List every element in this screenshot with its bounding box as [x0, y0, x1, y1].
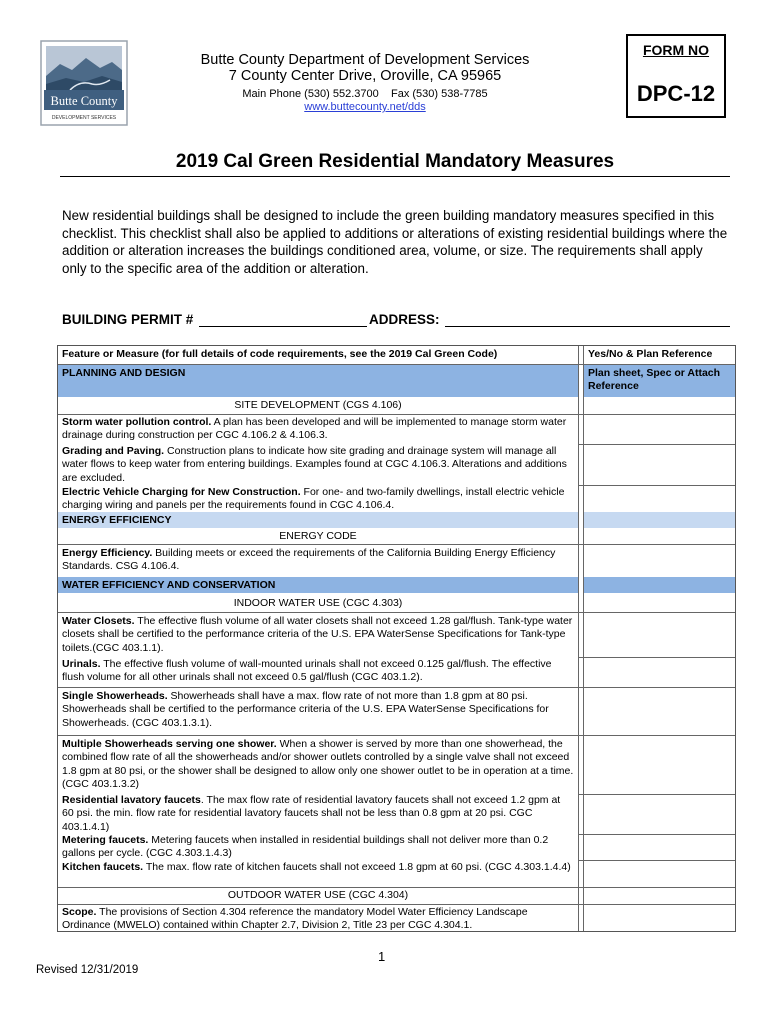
measure-ev-charging — [58, 484, 578, 512]
department-name: Butte County Department of Development Services — [200, 52, 530, 68]
response-scope[interactable] — [584, 904, 735, 932]
section-planning-design: PLANNING AND DESIGN — [58, 365, 578, 397]
plan-reference-note: Plan sheet, Spec or Attach Reference — [584, 365, 735, 397]
section-energy-efficiency-reference — [584, 512, 735, 528]
measure-title: Urinals. — [62, 658, 101, 670]
measure-text: Showerheads shall have a max. flow rate of not more than 1.8 gpm at 80 psi. Showerheads shall be certified to the performance criteria of the U.S. EPA WaterSense Specifications for Showerheads. (CGC 403.1.3.1). — [62, 690, 549, 729]
measure-scope — [58, 904, 578, 932]
measure-water-closets — [58, 613, 578, 657]
response-grading-paving[interactable] — [584, 444, 735, 486]
measure-kitchen-faucets — [58, 859, 578, 887]
measure-title: Water Closets. — [62, 615, 135, 627]
measure-urinals — [58, 656, 578, 686]
measure-title: Residential lavatory faucets — [62, 794, 201, 806]
measure-grading-paving — [58, 443, 578, 485]
intro-paragraph: New residential buildings shall be designed to include the green building mandatory measures specified in this checklist. This checklist shall also be applied to additions or alterations of existing residential buildings where the addition or alteration increases the buildings conditioned area, volume, or size. The requirements shall apply only to the specific area of the addition or alteration. — [62, 208, 728, 276]
column-header-reference: Yes/No & Plan Reference — [588, 348, 713, 360]
address-label: ADDRESS: — [369, 312, 440, 327]
measure-lavatory-faucets — [58, 792, 578, 834]
page-title: 2019 Cal Green Residential Mandatory Measures — [175, 151, 615, 172]
form-number-box — [626, 34, 726, 118]
logo-name: Butte County — [50, 94, 118, 108]
measures-table — [57, 345, 736, 932]
title-divider — [60, 176, 730, 177]
measure-storm-water — [58, 414, 578, 444]
butte-county-logo — [40, 40, 128, 126]
measure-text: . The max flow rate of residential lavatory faucets shall not exceed 1.2 gpm at 60 psi. the min. flow rate for residential lavatory faucets shall not be less than 0.8 gpm at 20 psi. CGC 403.1.4.1) — [62, 794, 561, 833]
measure-title: Storm water pollution control. — [62, 416, 212, 428]
measure-energy-efficiency — [58, 545, 578, 575]
department-address: 7 County Center Drive, Oroville, CA 95965 — [228, 68, 502, 84]
address-field[interactable] — [445, 326, 730, 327]
measure-text: The effective flush volume of all water closets shall not exceed 1.28 gal/flush. Tank-type water closets shall be certified to the performance criteria of the U.S. EPA WaterSense Specifications for Tank-type toilets.(CGC 403.1.1). — [62, 615, 573, 654]
subsection-outdoor-water-use: OUTDOOR WATER USE (CGC 4.304) — [227, 889, 409, 901]
measure-text: The max. flow rate of kitchen faucets shall not exceed 1.8 gpm at 60 psi. (CGC 4.303.1.4.4) — [143, 861, 571, 873]
measure-single-showerheads — [58, 688, 578, 734]
measure-metering-faucets — [58, 832, 578, 860]
logo-graphic — [40, 40, 128, 126]
logo-subtitle: DEVELOPMENT SERVICES — [51, 115, 117, 121]
form-code: DPC-12 — [636, 81, 716, 106]
measure-text: The effective flush volume of wall-mounted urinals shall not exceed 0.125 gal/flush. The effective flush volume for all other urinals shall not exceed 0.5 gal/flush (CGC 403.1.2). — [62, 658, 552, 684]
measure-title: Single Showerheads. — [62, 690, 168, 702]
form-number-label: FORM NO — [642, 42, 710, 58]
response-kitchen-faucets[interactable] — [584, 860, 735, 887]
measure-text: Building meets or exceed the requirements of the California Building Energy Efficiency Standards. CSG 4.106.4. — [62, 547, 556, 573]
response-storm-water[interactable] — [584, 414, 735, 444]
measure-title: Scope. — [62, 906, 97, 918]
response-single-showerheads[interactable] — [584, 688, 735, 734]
response-metering-faucets[interactable] — [584, 834, 735, 860]
response-multiple-showerheads[interactable] — [584, 736, 735, 794]
response-energy-efficiency[interactable] — [584, 545, 735, 575]
measure-title: Multiple Showerheads serving one shower. — [62, 738, 277, 750]
building-permit-label: BUILDING PERMIT # — [62, 312, 194, 327]
measure-text: Construction plans to indicate how site grading and drainage system will manage all water flows to keep water from entering buildings. Examples found at CGC 4.106.3. Alterations and additions are excluded. — [62, 445, 567, 484]
section-water-efficiency: WATER EFFICIENCY AND CONSERVATION — [58, 577, 578, 593]
subsection-site-development: SITE DEVELOPMENT (CGS 4.106) — [58, 397, 578, 414]
measure-title: Grading and Paving. — [62, 445, 165, 457]
subsection-indoor-water-use: INDOOR WATER USE (CGC 4.303) — [233, 597, 403, 609]
response-urinals[interactable] — [584, 657, 735, 687]
section-energy-efficiency: ENERGY EFFICIENCY — [58, 512, 578, 528]
measure-text: The provisions of Section 4.304 reference the mandatory Model Water Efficiency Landscape Ordinance (MWELO) contained within Chapter 2.7, Division 2, Title 23 per CGC 4.304.1. — [62, 906, 528, 932]
measure-title: Kitchen faucets. — [62, 861, 144, 873]
website-link[interactable]: www.buttecounty.net/dds — [304, 101, 426, 113]
measure-text: When a shower is served by more than one showerhead, the combined flow rate of all the showerheads and/or shower outlets controlled by a single valve shall not exceed 1.8 gpm at 80 psi, or the shower shall be designed to allow only one shower outlet to be in operation at a time. (CGC 403.1.3.2) — [62, 738, 574, 790]
measure-text: Metering faucets when installed in residential buildings shall not deliver more than 0.2 gallons per cycle. (CGC 4.303.1.4.3) — [62, 834, 549, 860]
building-permit-field[interactable] — [199, 326, 367, 327]
measure-text: For one- and two-family dwellings, install electric vehicle charging wiring and panels per the requirements found in CGC 4.106.4. — [62, 486, 565, 512]
measure-title: Electric Vehicle Charging for New Construction. — [62, 486, 301, 498]
measure-text: A plan has been developed and will be implemented to manage storm water drainage during construction per CGC 4.106.2 & 4.106.3. — [62, 416, 567, 442]
revision-date: Revised 12/31/2019 — [36, 964, 139, 976]
section-water-efficiency-reference — [584, 577, 735, 593]
subsection-energy-code: ENERGY CODE — [279, 530, 357, 542]
phone-fax: Main Phone (530) 552.3700 Fax (530) 538-7785 — [242, 88, 488, 100]
response-ev-charging[interactable] — [584, 485, 735, 513]
response-lavatory-faucets[interactable] — [584, 794, 735, 834]
page-number: 1 — [378, 949, 386, 964]
measure-multiple-showerheads — [58, 736, 578, 794]
measure-title: Metering faucets. — [62, 834, 149, 846]
response-water-closets[interactable] — [584, 613, 735, 657]
column-header-feature: Feature or Measure (for full details of code requirements, see the 2019 Cal Green Code) — [62, 348, 498, 360]
measure-title: Energy Efficiency. — [62, 547, 153, 559]
